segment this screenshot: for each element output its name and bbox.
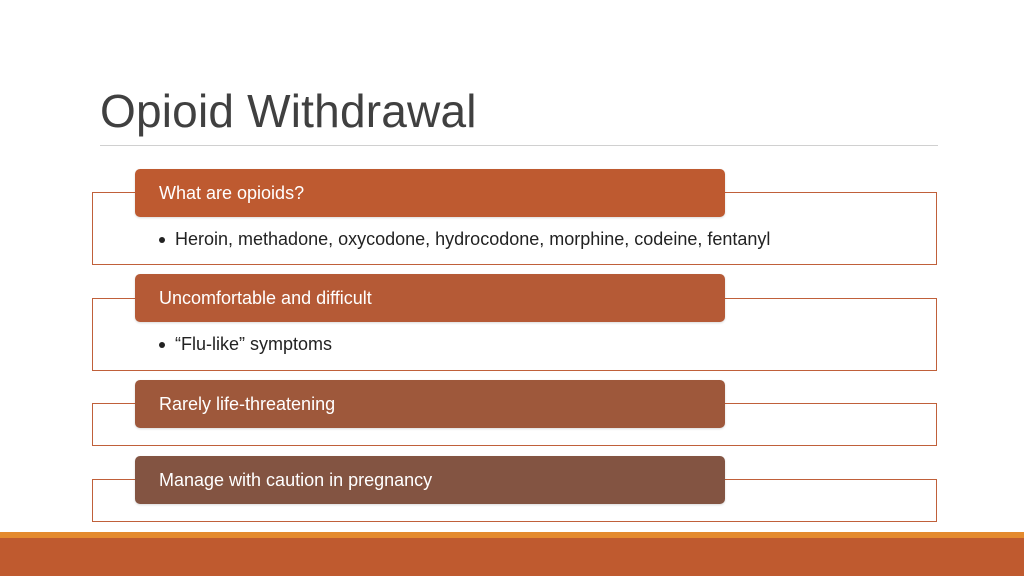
title-divider [100,145,938,146]
item-header-2: Uncomfortable and difficult [135,274,725,322]
item-header-3: Rarely life-threatening [135,380,725,428]
item-bullet-row-1 [159,229,770,250]
bullet-icon [159,237,165,243]
item-bullet-text-2: “Flu-like” symptoms [175,334,333,354]
item-header-4: Manage with caution in pregnancy [135,456,725,504]
item-header-1: What are opioids? [135,169,725,217]
slide-title: Opioid Withdrawal [100,85,477,137]
item-bullet-row-2 [159,334,332,355]
item-bullet-text-1: Heroin, methadone, oxycodone, hydrocodone, morphine, codeine, fentanyl [175,229,771,249]
footer-bar [0,538,1024,576]
bullet-icon [159,342,165,348]
